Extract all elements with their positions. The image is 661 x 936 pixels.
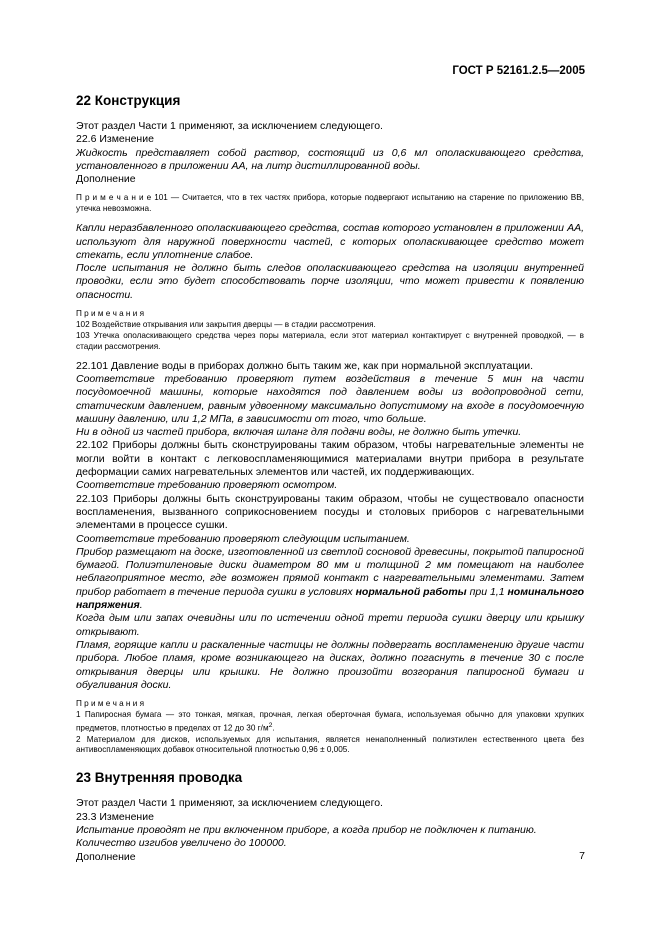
note-1	[76, 710, 584, 735]
paragraph: Соответствие требованию проверяют путем воздействия в течение 5 мин на части посудомоечной машины, которые находятся под давлением воды из водопроводной сети, статическим давлением, равным удвоенному максимально допустимому на входе в посудомоечную машину давлению, или 1,2 МПа, в зависимости от того, что больше.	[76, 373, 584, 425]
note-text: 1 Папиросная бумага — это тонкая, мягкая, прочная, легкая оберточная бумага, используемая обычно для упаковки хрупких предметов, плотностью в пределах от 12 до 30 г/м	[76, 710, 584, 733]
paragraph: Этот раздел Части 1 применяют, за исключением следующего.	[76, 797, 383, 810]
note-text: .	[272, 723, 275, 733]
page-content	[76, 93, 584, 864]
paragraph: После испытания не должно быть следов ополаскивающего средства на изоляции внутренней проводки, если это будет способствовать порче изоляции, что может привести к появлению опасности.	[76, 262, 584, 301]
note-2: 2 Материалом для дисков, используемых для испытания, является ненаполненный полиэтилен естественного цвета без антивоспламеняющих добавок относительной плотностью 0,96 ± 0,005.	[76, 734, 584, 755]
paragraph: Жидкость представляет собой раствор, состоящий из 0,6 мл ополаскивающего средства, установленного в приложении АА, на литр дистиллированной воды.	[76, 146, 584, 172]
text-run: Прибор размещают на доске, изготовленной из светлой сосновой древесины, покрытой папиросной бумагой. Полиэтиленовые диски диаметром 80 мм и толщиной 2 мм помещают на наиболее неблагоприятное место, где возможен прямой контакт с нагревательными элементами. Затем прибор работает в течение периода сушки в условиях	[76, 545, 584, 598]
term-bold: нормальной работы	[355, 585, 467, 598]
clause-22-103: 22.103 Приборы должны быть сконструированы таким образом, чтобы не существовало опасности воспламенения, вызванного соприкосновением посуды и столовых приборов с нагревательными элементами в процессе сушки.	[76, 492, 584, 532]
paragraph: Соответствие требованию проверяют следующим испытанием.	[76, 532, 410, 545]
note-101	[76, 193, 584, 215]
clause-22-102: 22.102 Приборы должны быть сконструированы таким образом, чтобы нагревательные элементы не могли войти в контакт с легковоспламеняющимися материалами внутри прибора в результате деформации самих нагревательных элементов или частей, их поддерживающих.	[76, 439, 584, 479]
superscript: 2	[268, 721, 273, 729]
paragraph: Этот раздел Части 1 применяют, за исключением следующего.	[76, 120, 383, 132]
paragraph: Соответствие требованию проверяют осмотром.	[76, 479, 338, 492]
text-run: .	[139, 599, 143, 612]
notes-label: П р и м е ч а н и я	[76, 699, 145, 709]
paragraph	[76, 546, 584, 612]
note-label: П р и м е ч а н и е 101	[76, 193, 168, 203]
clause-22-101: 22.101 Давление воды в приборах должно быть таким же, как при нормальной эксплуатации.	[76, 359, 534, 372]
paragraph: Капли неразбавленного ополаскивающего средства, состав которого установлен в приложении АА, используют для наружной поверхности частей, с которых ополаскивающее средство может стекать, если уплотнение слабое.	[76, 222, 584, 261]
clause-heading: Дополнение	[76, 173, 136, 186]
notes-label: П р и м е ч а н и я	[76, 309, 145, 319]
document-id: ГОСТ Р 52161.2.5—2005	[452, 65, 585, 77]
clause-heading: 22.6 Изменение	[76, 133, 154, 146]
section-23-title: 23 Внутренняя проводка	[76, 770, 243, 786]
note-102: 102 Воздействие открывания или закрытия дверцы — в стадии рассмотрения.	[76, 319, 376, 329]
paragraph: Ни в одной из частей прибора, включая шланг для подачи воды, не должно быть утечки.	[76, 426, 522, 439]
note-103: 103 Утечка ополаскивающего средства через поры материала, если этот материал контактирует с внутренней проводкой, — в стадии рассмотрения.	[76, 330, 584, 351]
paragraph: Количество изгибов увеличено до 100000.	[76, 837, 287, 850]
page-number: 7	[579, 850, 585, 862]
note-text: — Считается, что в тех частях прибора, которые подвергают испытанию на старение по приложению ВВ, утечка невозможна.	[76, 193, 584, 214]
text-run: при 1,1	[466, 585, 508, 598]
paragraph: Пламя, горящие капли и раскаленные частицы не должны подвергать воспламенению другие части прибора. Любое пламя, кроме возникающего на дисках, должно погаснуть в течение 30 с после открывания дверцы или крышки. Не должно произойти возгорания папиросной бумаги и обугливания доски.	[76, 638, 584, 691]
paragraph: Испытание проводят не при включенном приборе, а когда прибор не подключен к питанию.	[76, 823, 537, 836]
clause-heading: Дополнение	[76, 850, 136, 863]
paragraph: Когда дым или запах очевидны или по истечении одной трети периода сушки дверцу или крышку открывают.	[76, 612, 584, 638]
section-22-title: 22 Конструкция	[76, 93, 181, 108]
clause-heading: 23.3 Изменение	[76, 810, 154, 823]
term-bold: номинального напряжения	[76, 585, 584, 612]
